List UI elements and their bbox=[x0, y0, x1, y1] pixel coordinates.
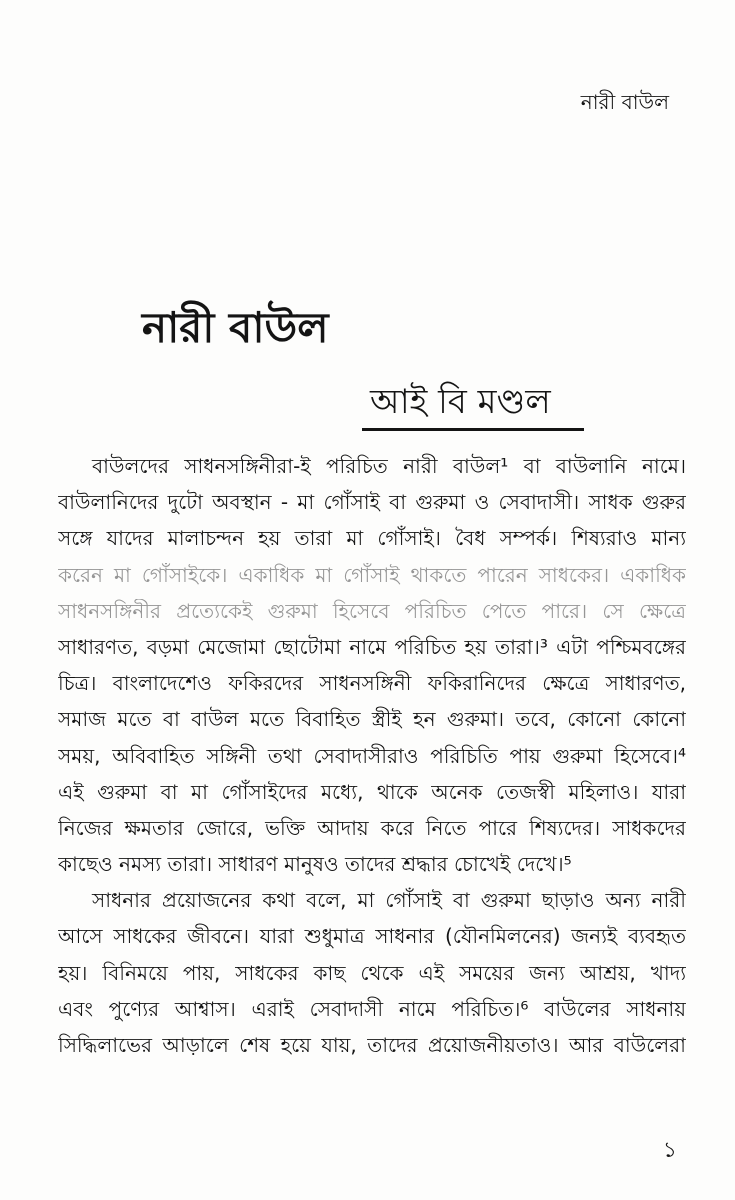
running-header: নারী বাউল bbox=[580, 90, 669, 114]
body-line: বাউলানিদের দুটো অবস্থান - মা গোঁসাই বা গুরুমা ও সেবাদাসী। সাধক গুরুর bbox=[58, 490, 686, 515]
body-line: আসে সাধকের জীবনে। যারা শুধুমাত্র সাধনার (যৌনমিলনের) জন্যই ব্যবহৃত bbox=[58, 924, 686, 949]
body-line: সঙ্গে যাদের মালাচন্দন হয় তারা মা গোঁসাই। বৈধ সম্পর্ক। শিষ্যরাও মান্য bbox=[58, 526, 686, 551]
body-line: এবং পুণ্যের আশ্বাস। এরাই সেবাদাসী নামে পরিচিত।⁶ বাউলের সাধনায় bbox=[58, 996, 686, 1021]
body-line: সাধারণত, বড়মা মেজোমা ছোটোমা নামে পরিচিত হয় তারা।³ এটা পশ্চিমবঙ্গের bbox=[58, 634, 686, 659]
body-text bbox=[58, 448, 686, 1063]
author-underline bbox=[362, 428, 584, 431]
body-line: সময়, অবিবাহিত সঙ্গিনী তথা সেবাদাসীরাও পরিচিতি পায় গুরুমা হিসেবে।⁴ bbox=[58, 743, 686, 768]
body-line: করেন মা গোঁসাইকে। একাধিক মা গোঁসাই থাকতে পারেন সাধকের। একাধিক bbox=[58, 562, 686, 587]
body-line: সাধনার প্রয়োজনের কথা বলে, মা গোঁসাই বা গুরুমা ছাড়াও অন্য নারী bbox=[92, 888, 686, 913]
author-name: আই বি মণ্ডল bbox=[370, 382, 551, 422]
body-line: এই গুরুমা বা মা গোঁসাইদের মধ্যে, থাকে অনেক তেজস্বী মহিলাও। যারা bbox=[58, 779, 686, 804]
body-line: কাছেও নমস্য তারা। সাধারণ মানুষও তাদের শ্রদ্ধার চোখেই দেখে।⁵ bbox=[58, 852, 572, 877]
body-line: বাউলদের সাধনসঙ্গিনীরা-ই পরিচিত নারী বাউল¹ বা বাউলানি নামে। bbox=[92, 454, 686, 478]
body-line: হয়। বিনিময়ে পায়, সাধকের কাছ থেকে এই সময়ের জন্য আশ্রয়, খাদ্য bbox=[58, 960, 686, 985]
body-line: সমাজ মতে বা বাউল মতে বিবাহিত স্ত্রীই হন গুরুমা। তবে, কোনো কোনো bbox=[58, 707, 686, 732]
page-number: ১ bbox=[662, 1138, 677, 1163]
body-line: সাধনসঙ্গিনীর প্রত্যেকেই গুরুমা হিসেবে পরিচিত পেতে পারে। সে ক্ষেত্রে bbox=[58, 598, 686, 623]
body-line: নিজের ক্ষমতার জোরে, ভক্তি আদায় করে নিতে পারে শিষ্যদের। সাধকদের bbox=[58, 815, 686, 840]
chapter-title: নারী বাউল bbox=[142, 303, 329, 352]
body-line: চিত্র। বাংলাদেশেও ফকিরদের সাধনসঙ্গিনী ফকিরানিদের ক্ষেত্রে সাধারণত, bbox=[58, 671, 686, 696]
body-line: সিদ্ধিলাভের আড়ালে শেষ হয়ে যায়, তাদের প্রয়োজনীয়তাও। আর বাউলেরা bbox=[58, 1033, 686, 1057]
